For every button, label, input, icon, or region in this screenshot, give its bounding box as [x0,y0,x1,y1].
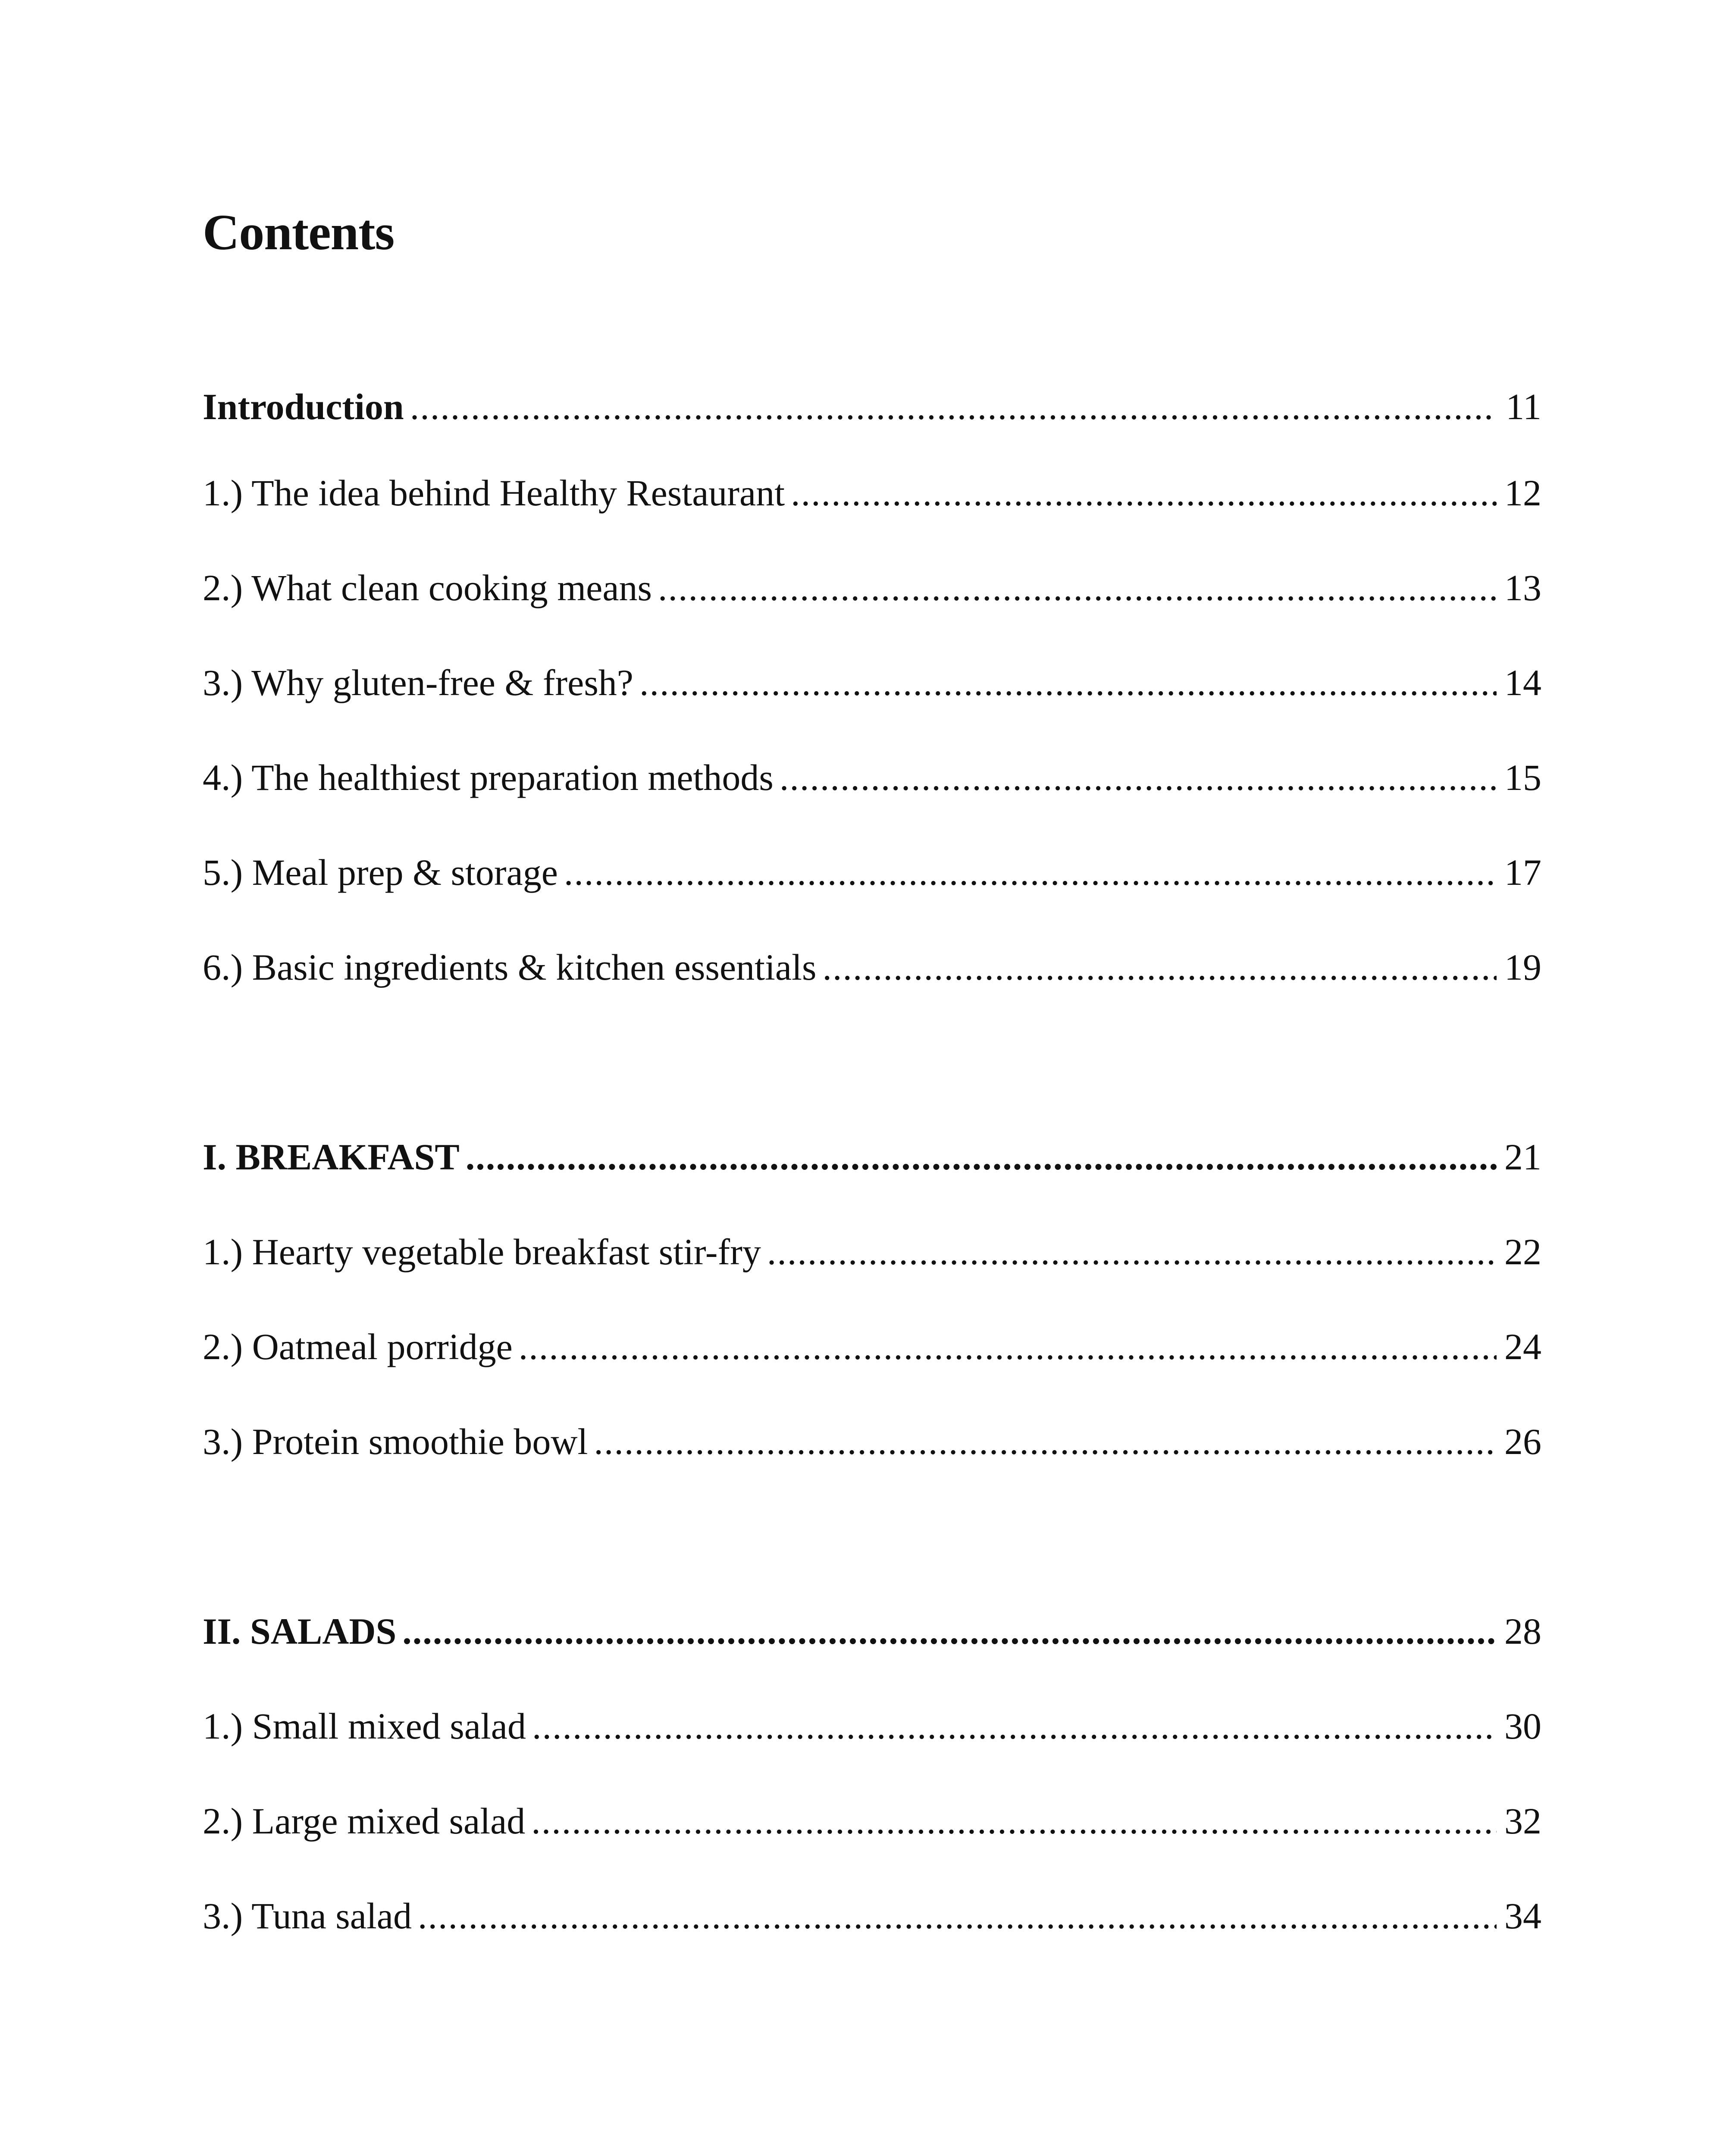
toc-page-number: 28 [1504,1611,1541,1652]
toc-entry-label: 2.) Large mixed salad [203,1800,526,1842]
toc-page-number: 19 [1504,946,1541,988]
toc-page-number: 24 [1504,1326,1541,1367]
toc-entry-label: 2.) What clean cooking means [203,567,652,608]
toc-page-number: 32 [1504,1800,1541,1842]
toc-dot-leader [822,949,1497,986]
toc-entry-label: 6.) Basic ingredients & kitchen essentials [203,946,817,988]
toc-entry[interactable] [203,1800,1541,1842]
toc-entry[interactable] [203,1705,1541,1747]
toc-page-number: 14 [1504,662,1541,703]
toc-page-number: 17 [1504,852,1541,893]
toc-page-number: 15 [1504,757,1541,798]
toc-dot-leader [532,1708,1497,1745]
toc-entry-label: 4.) The healthiest preparation methods [203,757,774,798]
toc-dot-leader [658,569,1497,606]
toc-page-number: 12 [1504,472,1541,514]
toc-page-number: 30 [1504,1705,1541,1747]
toc-page-number: 34 [1504,1895,1541,1937]
toc-dot-leader [564,854,1497,891]
toc-entry[interactable] [203,1423,1541,1460]
toc-section-breakfast[interactable] [203,1136,1541,1178]
toc-page-number: 11 [1506,386,1541,427]
toc-dot-leader [767,1233,1497,1270]
toc-dot-leader [791,474,1497,511]
toc-dot-leader [519,1328,1497,1365]
toc-entry[interactable] [203,759,1541,796]
toc-entry[interactable] [203,1328,1541,1365]
toc-entry[interactable] [203,946,1541,988]
toc-dot-leader [594,1423,1497,1460]
toc-page-number: 22 [1504,1231,1541,1272]
toc-entry-label: 3.) Why gluten-free & fresh? [203,662,633,703]
toc-dot-leader [531,1802,1497,1839]
toc-dot-leader [780,759,1497,796]
toc-entry-label: 1.) The idea behind Healthy Restaurant [203,472,785,514]
toc-entry[interactable] [203,1233,1541,1270]
toc-section-label: Introduction [203,386,404,427]
toc-entry[interactable] [203,569,1541,606]
toc-entry[interactable] [203,854,1541,891]
toc-dot-leader [410,388,1497,425]
toc-section-label: II. SALADS [203,1611,397,1652]
toc-entry[interactable] [203,664,1541,701]
toc-section-label: I. BREAKFAST [203,1136,460,1178]
toc-entry-label: 1.) Small mixed salad [203,1705,526,1747]
toc-entry[interactable] [203,1895,1541,1937]
toc-entry[interactable] [203,472,1541,514]
toc-dot-leader [418,1897,1497,1934]
toc-page-number: 13 [1504,567,1541,608]
page-title: Contents [203,204,395,260]
toc-dot-leader [402,1613,1497,1650]
toc-entry-label: 3.) Protein smoothie bowl [203,1421,588,1462]
toc-entry-label: 3.) Tuna salad [203,1895,412,1937]
toc-entry-label: 1.) Hearty vegetable breakfast stir-fry [203,1231,761,1272]
toc-section-salads[interactable] [203,1613,1541,1650]
toc-dot-leader [466,1138,1497,1175]
toc-entry-label: 5.) Meal prep & storage [203,852,558,893]
toc-page-number: 21 [1504,1136,1541,1178]
toc-section-introduction[interactable] [203,388,1541,425]
toc-entry-label: 2.) Oatmeal porridge [203,1326,513,1367]
toc-page-number: 26 [1504,1421,1541,1462]
toc-dot-leader [639,664,1497,701]
